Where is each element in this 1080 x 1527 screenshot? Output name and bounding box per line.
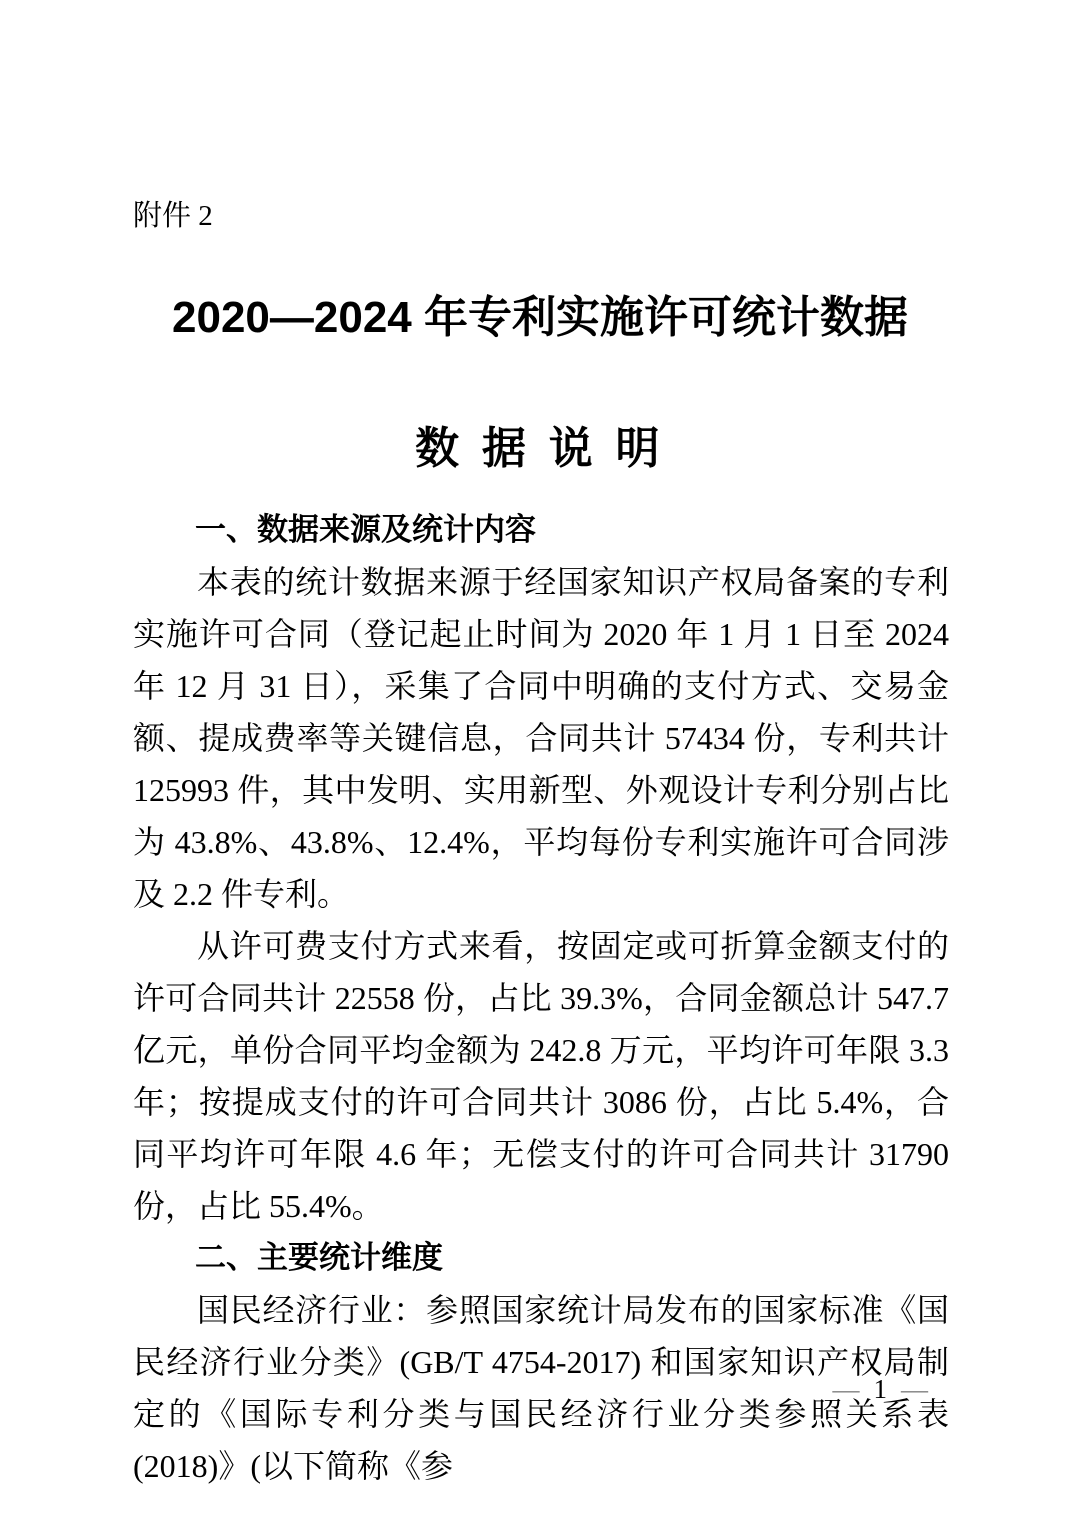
section-1-paragraph-2: 从许可费支付方式来看，按固定或可折算金额支付的许可合同共计 22558 份，占比 39.3%，合同金额总计 547.7 亿元，单份合同平均金额为 242.8 万元，平均许可年限 3.3 年；按提成支付的许可合同共计 3086 份，占比 5.4%，合同平均许可年限 4.6 年；无偿支付的许可合同共计 31790 份，占比 55.4%。 xyxy=(133,928,949,1224)
footer-dash-right: — xyxy=(901,1374,928,1404)
section-2-paragraph-1: 国民经济行业：参照国家统计局发布的国家标准《国民经济行业分类》(GB/T 4754-2017) 和国家知识产权局制定的《国际专利分类与国民经济行业分类参照关系表(2018)》(以下简称《参 xyxy=(133,1292,949,1484)
section-1-heading: 一、数据来源及统计内容 xyxy=(195,512,536,547)
document-subtitle: 数 据 说 明 xyxy=(415,423,665,473)
section-1-paragraph-1: 本表的统计数据来源于经国家知识产权局备案的专利实施许可合同（登记起止时间为 2020 年 1 月 1 日至 2024 年 12 月 31 日），采集了合同中明确的支付方式、交易金额、提成费率等关键信息，合同共计 57434 份，专利共计 125993 件，其中发明、实用新型、外观设计专利分别占比为 43.8%、43.8%、12.4%，平均每份专利实施许可合同涉及 2.2 件专利。 xyxy=(133,564,949,912)
section-2-heading: 二、主要统计维度 xyxy=(195,1240,443,1275)
document-title: 2020—2024 年专利实施许可统计数据 xyxy=(172,293,908,343)
footer-dash-left: — xyxy=(832,1374,860,1404)
page-footer xyxy=(833,1372,929,1406)
document-body xyxy=(133,504,949,1492)
page-number: 1 xyxy=(873,1374,887,1404)
attachment-label: 附件 2 xyxy=(133,200,213,232)
